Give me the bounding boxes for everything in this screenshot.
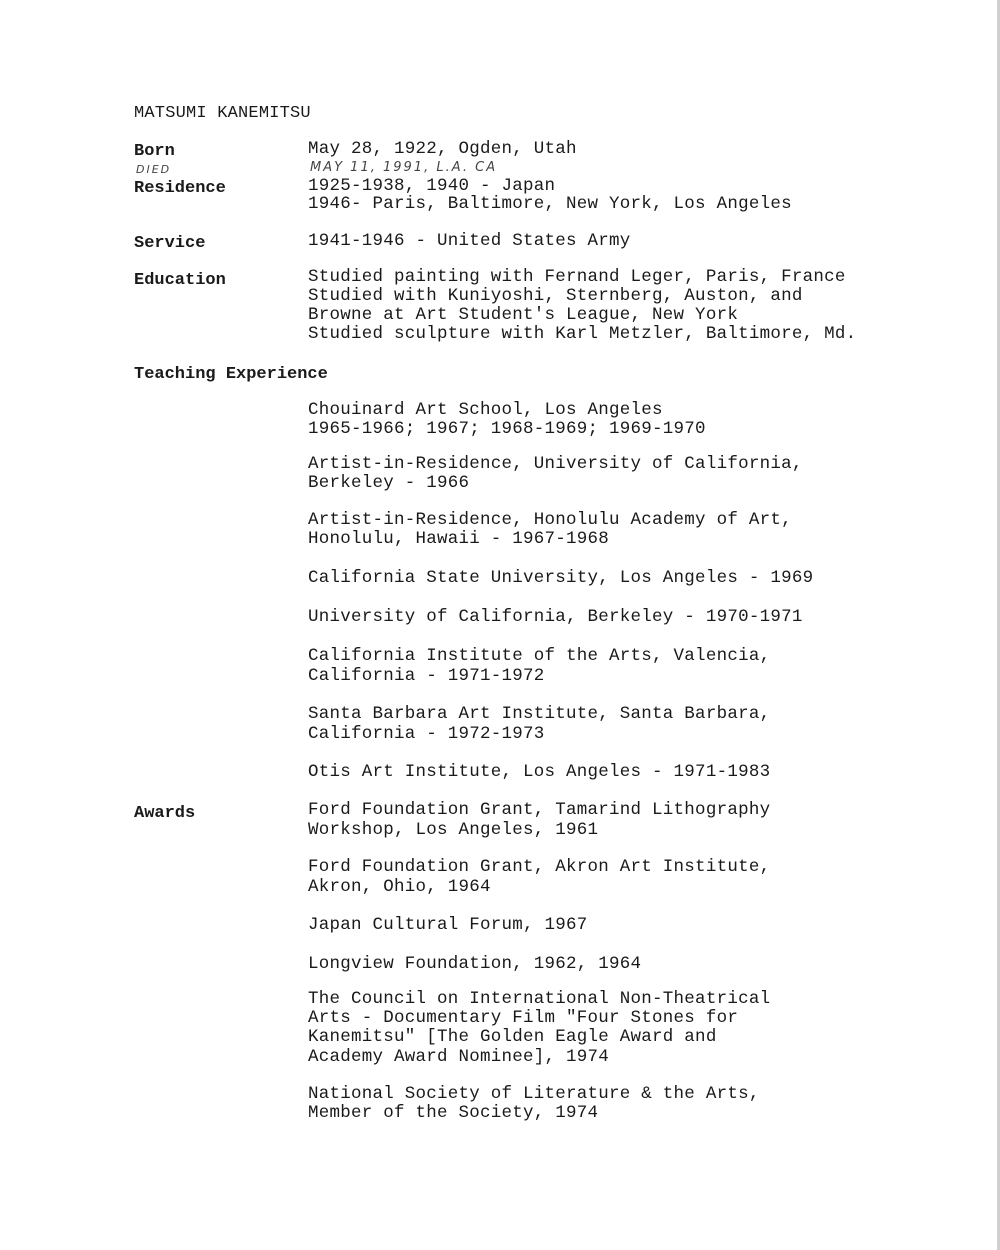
award-entry: Kanemitsu" [The Golden Eagle Award and [308, 1027, 717, 1047]
award-entry: Japan Cultural Forum, 1967 [308, 915, 588, 935]
label-residence: Residence [134, 179, 226, 198]
label-born: Born [134, 142, 175, 161]
teaching-entry: Honolulu, Hawaii - 1967-1968 [308, 529, 610, 549]
teaching-entry: University of California, Berkeley - 1970-1971 [308, 607, 803, 627]
award-entry: Academy Award Nominee], 1974 [308, 1047, 610, 1067]
award-entry: Arts - Documentary Film "Four Stones for [308, 1008, 739, 1028]
teaching-entry: Artist-in-Residence, University of California, [308, 454, 803, 474]
residence-line: 1946- Paris, Baltimore, New York, Los Angeles [308, 194, 792, 214]
education-line: Browne at Art Student's League, New York [308, 305, 739, 325]
award-entry: Ford Foundation Grant, Tamarind Lithography [308, 800, 771, 820]
teaching-entry: Berkeley - 1966 [308, 473, 470, 493]
teaching-entry: Otis Art Institute, Los Angeles - 1971-1983 [308, 762, 771, 782]
education-line: Studied with Kuniyoshi, Sternberg, Auston, and [308, 286, 803, 306]
label-teaching-experience: Teaching Experience [134, 365, 328, 384]
label-education: Education [134, 271, 226, 290]
label-died-handwritten: DIED [136, 163, 172, 176]
label-awards: Awards [134, 804, 196, 823]
teaching-entry: 1965-1966; 1967; 1968-1969; 1969-1970 [308, 419, 706, 439]
teaching-entry: Chouinard Art School, Los Angeles [308, 400, 663, 420]
award-entry: Workshop, Los Angeles, 1961 [308, 820, 599, 840]
teaching-entry: Artist-in-Residence, Honolulu Academy of Art, [308, 510, 792, 530]
award-entry: Ford Foundation Grant, Akron Art Institute, [308, 857, 771, 877]
award-entry: Akron, Ohio, 1964 [308, 877, 491, 897]
education-line: Studied painting with Fernand Leger, Paris, France [308, 267, 846, 287]
award-entry: Longview Foundation, 1962, 1964 [308, 954, 642, 974]
residence-line: 1925-1938, 1940 - Japan [308, 176, 556, 196]
education-line: Studied sculpture with Karl Metzler, Baltimore, Md. [308, 324, 857, 344]
died-value-handwritten: MAY 11, 1991, L.A. CA [310, 160, 498, 175]
award-entry: Member of the Society, 1974 [308, 1103, 599, 1123]
teaching-entry: California State University, Los Angeles - 1969 [308, 568, 814, 588]
born-value: May 28, 1922, Ogden, Utah [308, 139, 577, 159]
award-entry: The Council on International Non-Theatrical [308, 989, 771, 1009]
artist-name: MATSUMI KANEMITSU [134, 104, 311, 123]
teaching-entry: Santa Barbara Art Institute, Santa Barbara, [308, 704, 771, 724]
label-service: Service [134, 234, 206, 253]
teaching-entry: California - 1971-1972 [308, 666, 545, 686]
teaching-entry: California - 1972-1973 [308, 724, 545, 744]
service-value: 1941-1946 - United States Army [308, 231, 631, 251]
award-entry: National Society of Literature & the Arts, [308, 1084, 760, 1104]
teaching-entry: California Institute of the Arts, Valencia, [308, 646, 771, 666]
